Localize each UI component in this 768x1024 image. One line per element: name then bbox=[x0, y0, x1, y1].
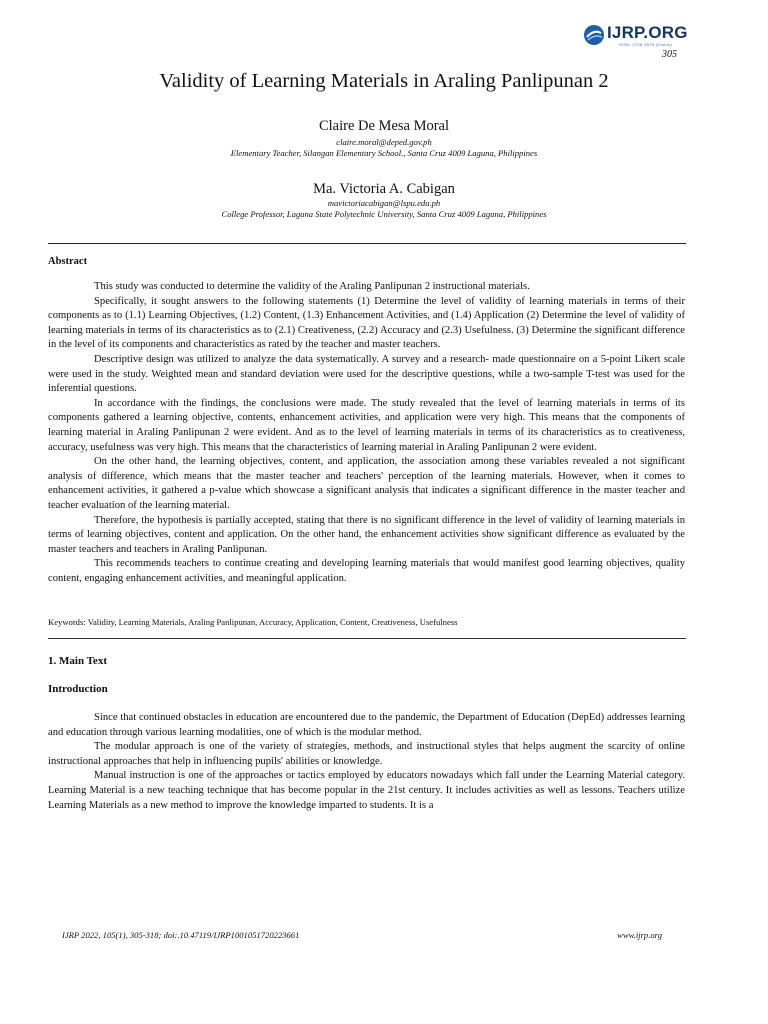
intro-paragraph-2: The modular approach is one of the variety of strategies, methods, and instructional styles that helps augment the scarcity of online instructional approaches that help in influencing pupils' abilities or knowledge. bbox=[48, 741, 685, 767]
abstract-bottom-rule bbox=[48, 638, 686, 639]
author-affiliation-2: College Professor, Laguna State Polytechnic University, Santa Cruz 4009 Laguna, Philippines bbox=[221, 209, 547, 219]
footer-website: www.ijrp.org bbox=[617, 930, 662, 940]
abstract-paragraph-7: This recommends teachers to continue creating and developing learning materials that would manifest good learning objectives, quality content, engaging enhancement activities, and meaningful application. bbox=[48, 558, 685, 584]
abstract-paragraph-5: On the other hand, the learning objectives, content, and application, the association among these variables revealed a not significant analysis of difference, which means that the master teacher and teachers' perception of the learning materials. However, when it comes to enhancement activities, it gathered a p-value which showcase a significant analysis that indicates a significant difference in the master teacher and teacher evaluation of the learning material. bbox=[48, 456, 685, 511]
page-number: 305 bbox=[662, 49, 677, 60]
subsection-heading: Introduction bbox=[48, 683, 108, 695]
author-affiliation-1: Elementary Teacher, Silangan Elementary School., Santa Cruz 4009 Laguna, Philippines bbox=[230, 148, 538, 158]
abstract-paragraph-4: In accordance with the findings, the conclusions were made. The study revealed that the level of learning materials in terms of its components gathered a learning objective, contents, enhancement activities, and application were very high. This means that the components of learning material in Araling Panlipunan 2 were evident. And as to the level of learning materials in terms of its characteristics as to creativeness, accuracy, usefulness was very high. This means that the characteristics of learning material in Araling Panlipunan 2 were evident. bbox=[48, 397, 685, 453]
logo-text: IJRP.ORG bbox=[607, 23, 688, 42]
abstract-paragraph-2: Specifically, it sought answers to the following statements (1) Determine the level of validity of learning materials in terms of their components as to (1.1) Learning Objectives, (1.2) Content, (1.3) Enhancement Activities, and (1.4) Application (2) Determine the level of validity of learning materials in terms of its characteristics as to (2.1) Creativeness, (2.2) Accuracy and (2.3) Usefulness. (3) Determine the significant difference in the level of its components and characteristics as rated by the teacher and master teachers. bbox=[48, 295, 685, 351]
author-name-2: Ma. Victoria A. Cabigan bbox=[313, 181, 455, 197]
logo-subtext: ISSN: 2708-3578 (Online) bbox=[619, 42, 673, 47]
abstract-paragraph-1: This study was conducted to determine the validity of the Araling Panlipunan 2 instructional materials. bbox=[94, 281, 530, 292]
abstract-body bbox=[48, 280, 685, 586]
top-rule bbox=[48, 243, 686, 244]
abstract-paragraph-6: Therefore, the hypothesis is partially accepted, stating that there is no significant difference in the level of validity of learning materials in terms of learning objectives, content and application. On the other hand, the enhancement activities show significant difference as evaluated by the master teachers and teachers in Araling Panlipunan. bbox=[48, 514, 685, 555]
introduction-body bbox=[48, 711, 685, 813]
globe-logo-icon bbox=[583, 24, 605, 46]
paper-title: Validity of Learning Materials in Araling Panlipunan 2 bbox=[159, 70, 609, 92]
author-email-1: claire.moral@deped.gov.ph bbox=[336, 137, 432, 147]
author-email-2: mavictoriacabigan@lspu.edu.ph bbox=[327, 198, 441, 208]
abstract-heading: Abstract bbox=[48, 256, 88, 267]
footer-citation: IJRP 2022, 105(1), 305-318; doi:.10.47119/IJRP1001051720223661 bbox=[62, 930, 300, 940]
author-name-1: Claire De Mesa Moral bbox=[318, 118, 450, 134]
abstract-paragraph-3: Descriptive design was utilized to analyze the data systematically. A survey and a research- made questionnaire on a 5-point Likert scale were used in the study. Weighted mean and standard deviation were used for the descriptive questions, while a two-sample T-test was used for the inferential questions. bbox=[48, 353, 685, 395]
section-heading: 1. Main Text bbox=[48, 655, 107, 667]
keywords: Keywords: Validity, Learning Materials, Araling Panlipunan, Accuracy, Application, Content, Creativeness, Usefulness bbox=[48, 617, 458, 627]
intro-paragraph-3: Manual instruction is one of the approaches or tactics employed by educators nowadays which fall under the Learning Material category. Learning Material is a new teaching technique that has become popular in the 21st century. It includes activities as well as lessons. Teachers utilize Learning Materials as a new method to improve the knowledge imparted to students. It is a bbox=[48, 770, 685, 811]
intro-paragraph-1: Since that continued obstacles in education are encountered due to the pandemic, the Department of Education (DepEd) addresses learning and education through various learning modalities, one of which is the modular method. bbox=[48, 712, 685, 738]
